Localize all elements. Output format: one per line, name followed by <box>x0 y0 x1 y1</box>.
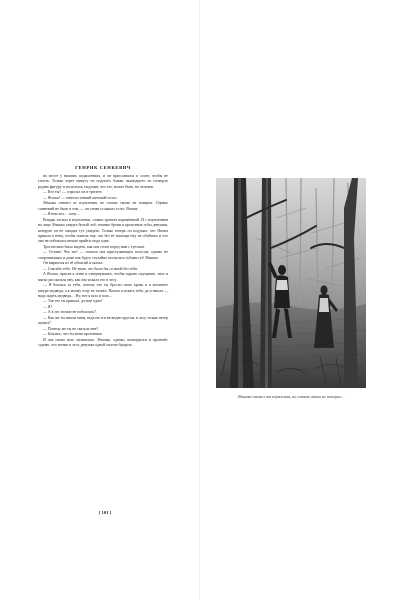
body-text <box>38 174 168 349</box>
illustration-caption: Збышко онемел от изумления, но глазам своим не поверил… <box>237 394 345 399</box>
paragraph: — Я вам хоч… хочу… <box>43 212 81 217</box>
paragraph: — А в лес ночью не побоялась? <box>43 310 96 315</box>
paragraph: — Как же ты нашла меня, ведь ни зги не видно кругом, в лесу только ветер шумит? <box>38 315 168 326</box>
paragraph: — Оставь! Что ты? — сказала она приступающим голосом, однако не сопротивляясь и даже как будто случайно коснулась губами губ Збышко. <box>38 250 168 260</box>
running-head: ГЕНРИК СЕНКЕВИЧ <box>75 165 131 170</box>
forest-illustration <box>216 178 366 388</box>
paragraph: Рыцарь застыл в изумлении, словно громом поражённый. И с изумлением на лице Збышко увидел белый лоб, темные брови и крохотные губы девушки, которую он не ожидал тут увидеть. Только теперь он подумал, что Ягоша пришла к нему, чтобы помочь ему, что без её помощи ему не обойтись и что она не побоялась ночью прийти сюда одна. <box>38 217 168 244</box>
paragraph: — Я боялась за тебя, потому что ты бросил свою кровь и в мохнатое шкуре медведя, а к моему отцу не пошёл. Пошла я искать тебя, да и нашла — надо ждать медведя… Ну, вот я шла и шла… <box>38 283 168 298</box>
paragraph: Он вырвался из её объятий и сказал: <box>43 261 104 266</box>
paragraph: — Спасибо тебе. Не знаю, что было бы со мной без тебя. <box>43 266 138 271</box>
paragraph: Збышко онемел от изумления, но глазам своим не поверил. Однако сомнений не было в том, — он снова услышал голос Ягоши: <box>38 201 168 211</box>
paragraph: — Боялась, что ты меня прогонишь. <box>43 332 104 337</box>
paragraph: — Я! <box>43 304 52 309</box>
paragraph: И она снова тихо засмеялась. Збышко, однако, нахмурился и произнёс сурово, что ночью в лесу девушке одной опасно бродить. <box>38 337 168 348</box>
paragraph: на месте у нижних подколениях, и он присолнился к сосне, чтобы не упасть. Только через минуту он подошёл ближе, вышедшего из стоящую родню фигуру и испугался, подумав, что это, может быть, не человек. <box>38 174 168 189</box>
paragraph: Трогательно было видеть, как она стоит перед ним с туеском. <box>43 244 145 249</box>
paragraph: — Ягоша! — ответил тонкий женский голос. <box>43 195 118 200</box>
paragraph: А Ягоша, присев к огню и отвернувшись, чтобы скрыть смущение, тихо и мягко рассказала ему, как она искала его в лесу. <box>38 272 168 282</box>
paragraph: — Кто ты? — спросил он в трепете. <box>43 190 103 195</box>
paragraph: — Почему же ты не сказала мне? <box>43 326 99 331</box>
paragraph: — Так это ты пришла, да ещё одна? <box>43 299 103 304</box>
page-number: [ 101 ] <box>98 510 112 515</box>
